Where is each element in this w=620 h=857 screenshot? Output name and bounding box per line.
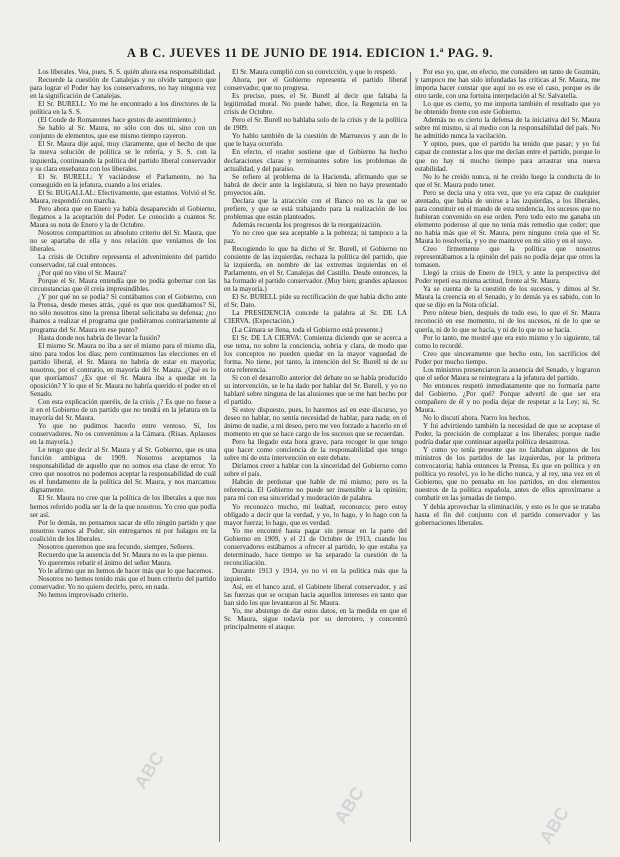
paragraph: Es preciso, pues, el Sr. Burell al decir que faltaba la legitimidad moral. No puede haber, dice, la Regencia en la crisis de Octubre. [224, 92, 407, 117]
paragraph: Y fui advirtiendo también la necesidad de que se aceptase el Poder, la precisión de complazar a los liberales; porque nadie podría dudar que continuar aquella política desastrosa. [415, 422, 600, 447]
paragraph: Recuerdo que la ausencia del Sr. Maura no es la que pienso. [38, 550, 208, 559]
paragraph: No hemos improvisado criterio. [38, 591, 129, 600]
paragraph: Creo que sinceramente que hecho esto, los sacrificios del Poder por mucho tiempo. [415, 349, 600, 366]
paragraph: Además recuerda los progresos de la reorganización. [232, 220, 382, 229]
paragraph: Yo que no pudimos hacerlo entre ventoso. Sí, los conservadores. No os convenimos a la Cámara. (Risas. Aplausos en la mayoría.) [30, 422, 216, 447]
paragraph: Nosotros queremos que sea fecundo, siempre, Señores. [38, 542, 195, 551]
paragraph: La crisis de Octubre representa el advenimiento del partido conservador, tal cual entonces. [30, 253, 216, 270]
paragraph: ¿Por qué no vino el Sr. Maura? [38, 269, 127, 278]
paragraph: Hasta donde nos habría de llevar la fusión? [38, 333, 161, 342]
paragraph: Porque el Sr. Maura entendía que no podía gobernar con las circunstancias que él creía impresindibles. [30, 277, 216, 294]
paragraph: Pero nótese bien, después de todo eso, lo que el Sr. Maura reconoció en ese momento, ni de los sucesos, ni de lo que se quería, ni de lo que se hacía, y ni de lo que no se hacía. [415, 309, 600, 334]
paragraph: Nosotros compartimos su absoluto criterio del Sr. Maura, que no se apartaba de ella y nos relación que veníamos de los liberales. [30, 228, 216, 254]
paragraph: (La Cámara se llena, toda el Gobierno está presente.) [232, 325, 383, 334]
paragraph: Yo hablo también de la cuestión de Marruecos y aun de lo que le haya ocurrido. [224, 132, 407, 149]
paragraph: El Sr. BURELL: Yo me he encontrado a los directores de la política en la S. S. [30, 100, 216, 117]
paragraph: Lo que es cierto, yo me importa también el resultado que yo he obtenido frente con este Gobierno. [415, 100, 600, 117]
paragraph: Creo firmemente que la política que nosotros representábamos a la opinión del país no podía dejar que otros la tomasen. [415, 245, 600, 270]
paragraph: Diríamos creer a hablar con la sinceridad del Gobierno como sobre el país. [224, 462, 407, 479]
paragraph: Si con el desarrollo anterior del debate no se había producido su intervención, se le ha dado por hablar del Sr. Burell, y yo no hablaré sobre ninguna de las alusiones que se me han hecho por el partido. [224, 373, 407, 406]
paragraph: Con esta explicación queréis, de la crisis ¿? Es que no fuese a ir en el Gobierno de un partido que no tendrá en la jefatura en la mayoría del Sr. Maura. [30, 397, 216, 423]
paragraph: Le tengo que decir al Sr. Maura y al Sr. Gobierno, que es una función ambigua de 1909. Nosotros aceptamos la responsabilidad de aquello que no somos esa clase de error. Yo creo que nosotros no podemos aceptar la responsabilidad de cuál es el fundamento de la política del Sr. Maura, y nos marcamos dignamente. [30, 446, 216, 495]
paragraph: El Sr. Maura dije aquí, muy claramente, que el hecho de que la nueva solución de política se le refería, y S. S. con la izquierda, continuando la política del partido liberal conservador y su clara ensebanza con los liberales. [30, 140, 216, 173]
paragraph: Los ministros presenciaron la ausencia del Senado, y lograron que el señor Maura se reintegrara a la jefatura del partido. [415, 365, 600, 382]
paragraph: ¿Y por qué no se podía? Si contábamos con el Gobierno, con la Prensa, desde meses atrás, ¿qué es que nos quedábamos? Sí, no sólo nosotros sino la prensa liberal solicitaba su defensa; ¿no íbamos a realizar el programa que pudiéramos contrariamente al programa del Sr. Maura en ese punto? [30, 293, 216, 334]
paragraph: Y como yo tenía presente que no faltaban algunos de los ministros de los partidos de las izquierdas, por la primera convocatoria; había entonces la Prensa, Es que en política y en política yo resolví, yo lo he dicho nunca, y al rey, una vez en el Gobierno, que no pensaba en los partidos, en dos elementos nuestros de la política española, antes de ellos aproximarse a combatir en las jornadas de tiempo. [415, 446, 600, 503]
paragraph: Durante 1913 y 1914, yo no vi en la política más que la izquierda. [224, 566, 407, 583]
page-header: A B C. JUEVES 11 DE JUNIO DE 1914. EDICION 1.ª PAG. 9. [126, 46, 494, 60]
paragraph: Y debía aprovechar la eliminación, y esto es lo que se trataba hasta el fin del conjunto con el partido conservador y las gobernaciones liberales. [415, 502, 600, 527]
column-divider [410, 72, 411, 842]
paragraph: El Sr. BURELL pide su rectificación de que había dicho ante el Sr. Dato. [224, 293, 407, 310]
paragraph: Pero se decía una y otra vez, que yo era capaz de cualquier atentado, que había de unirse a las izquierdas, a los liberales, para constituir en el mando de esta tendencia, los sucesos que no hubieran convenido en ese orden. Pero todo esto me ganaba un elemento poderoso al que no tenía más remedio que ceder; que no había más que el Sr. Maura, pero ninguno creía que el Sr. Maura lo resolvería, y yo me mantuve en mi sitio y en el suyo. [415, 188, 600, 245]
paragraph: El Sr. BURELL: Y vaciándose el Parlamento, no ha conseguido en la jefatura, cuando a los eriales. [30, 172, 216, 189]
paragraph: Además no es cierto la defensa de la iniciativa del Sr. Maura sobre mí mismo, si al medio con la responsabilidad del país. No he admitido nunca la vacilación. [415, 116, 600, 141]
column-divider [219, 72, 220, 842]
watermark-logo: ABC [330, 783, 368, 828]
paragraph: En efecto, el orador sostiene que el Gobierno ha hecho declaraciones claras y terminantes sobre los problemas de actualidad, y del paraíso. [224, 148, 407, 173]
paragraph: Habrán de perdonar que hable de mí mismo; pero es la referencia. El Gobierno no puede ser insensible a la opinión; para mí con esa sinceridad y moderación de palabra. [224, 478, 407, 503]
paragraph: (El Conde de Romanones hace gestos de asentimiento.) [38, 116, 196, 125]
paragraph: Por lo tanto, me mostré que era esto mismo y lo siguiente, tal como lo recordé. [415, 333, 600, 350]
paragraph: No lo he creído nunca, ni he creído luego la conducta de lo que el Sr. Maura pudo tener. [415, 172, 600, 189]
paragraph: Se hablo al Sr. Maura, no sólo con dos ni, sino con un conjunto de elementos, que ese mismo tiempo cayeron. [30, 124, 216, 141]
column-3 [415, 68, 600, 848]
paragraph: Los liberales. Vea, pues, S. S. quién ahora esa responsabilidad. [38, 68, 216, 76]
paragraph: Declara que la atracción con el Banco no es la que se prefiere, y que se está trabajando para la realización de los problemas que están planteados. [224, 196, 407, 221]
paragraph: Pero ha llegado esta hora grave, para recoger lo que tengo que hacer como conciencia de la responsabilidad que tengo sobre mí de esta intervención en este debate. [224, 438, 407, 463]
paragraph: No lo discutí ahora. Narro los hechos. [423, 414, 531, 423]
paragraph: Yo queremos rebatir el ánimo del señor Maura. [38, 558, 172, 567]
watermark-logo: ABC [535, 803, 573, 848]
paragraph: El Sr. Maura cumplió con su convicción, y que lo respetó. [232, 68, 397, 76]
paragraph: Yo me encontré hasta pagar sin pensar en la parte del Gobierno en 1909, y el 21 de Octubre de 1913, cuando los conservadores estábamos a ofrecer al partido, lo que estaba ya determinado, hace tiempo se ha separado la cuestión de la reconciliación. [224, 526, 407, 567]
paragraph: Recogiendo lo que ha dicho el Sr. Burell, el Gobierno no consiente de las izquierdas, rechaza la política del partido, que la izquierda, en nombre de las extremas izquierdas en el Parlamento, en el Sr. Canalejas del Castillo. Desde entonces, la ha formado el partido conservador. (Muy bien; grandes aplausos en la mayoría.) [224, 245, 407, 294]
paragraph: El Sr. Maura no cree que la política de los liberales a que nos hemos referido podía ser la de la que nosotros. Yo creo que podía ser así. [30, 494, 216, 519]
paragraph: Si estoy dispuesto, pues, lo haremos así en este discurso, yo deseo no hablar, no sentía necesidad de hablar, para nada; en el ánimo de nadie, a mi deseo, pero me veo forzado a hacerlo en el momento en que se hace cargo de los sucesos que se recuerdan. [224, 405, 407, 439]
column-1 [30, 68, 216, 848]
paragraph: Yo reconozco mucho, mi lealtad, reconozco; pero estoy obligado a decir que la verdad, y yo, lo hago, y lo hago con la mayor fuerza; lo hago, que es verdad. [224, 502, 407, 527]
paragraph: Por lo demás, no pensamos sacar de ello ningún partido y que nosotros vamos al Poder, sin entregarnos ni por halagos en la coalición de los liberales. [30, 518, 216, 543]
paragraph: Nosotros no hemos tenido más que el buen criterio del partido conservador. Yo no quiero decirlo, pero, en nada. [30, 574, 216, 591]
paragraph: Yo no creo que sea aceptable a la pobreza; ni tampoco a la paz. [224, 228, 407, 245]
paragraph: Pero el Sr. Burell no hablaba solo de la crisis y de la política de 1909. [224, 116, 407, 133]
paragraph: Pero ahora que en Enero ya había desaparecido el Gobierno, llegamos a la aceptación del Poder. Le conocido a cuantos Sr. Maura su nota de Enero y la de Octubre. [30, 204, 216, 229]
paragraph: No entonces respetó inmediatamente que no formaría parte del Gobierno. ¿Por qué? Porque advertí de que ser era compañero de él y no podía dejar de respetar a la Ley; ni, Sr. Maura. [415, 381, 600, 414]
watermark-logo: ABC [130, 748, 168, 793]
paragraph: La PRESIDENCIA concede la palabra al Sr. DE LA CIERVA. (Expectación.) [224, 309, 407, 326]
paragraph: Llegó la crisis de Enero de 1913, y ante la perspectiva del Poder repetí esa misma actitud, frente al Sr. Maura. [415, 269, 600, 286]
paragraph: Yo, me abstengo de dar estos datos, en la medida en que el Sr. Maura, sigue todavía por su derrotero, y concentró principalmente el ataque. [224, 607, 407, 632]
paragraph: Así, en el banco azul, el Gabinete liberal conservador, y así las fuerzas que se ocupan hacia aquellos intereses en tanto que han sido los que levantaron al Sr. Maura. [224, 583, 407, 608]
paragraph: El Sr. DE LA CIERVA: Comienza diciendo que se acerca a ese tema, no sobre la conciencia, sobria y clara, de modo que los conceptos no pueden quedar en la mayor vaguedad de forma. No tiene, por tanto, la intención del Sr. Burell ni de su otra referencia. [224, 333, 407, 374]
paragraph: Por eso yo, que, en efecto, me considero un tanto de Guzmán, y tampoco me han sido infundadas las criticas al Sr. Maura, me importa hacer constar que aquí no es ese el caso, porque es de otro tarde, con una fortuita interpelación al Sr. Salvatella. [415, 68, 600, 101]
paragraph: Y opino, pues, que el partido ha tenido que pasar; y yo fui capaz de contestar a los que me decían entre el partido, porque lo que no hay ni mucho tiempo para arrastrar una nueva estabilidad. [415, 140, 600, 173]
paragraph: Ya se cuenta de la cuestión de los sucesos, y dimos al Sr. Maura la creencia en el Senado, y lo demás ya es sabido, con lo que se dijo en la Nota oficial. [415, 285, 600, 310]
paragraph: El Sr. BUGALLAL: Efectivamente, que estamos. Volvió el Sr. Maura, respondió con marcha. [30, 188, 216, 205]
paragraph: El mismo Sr. Maura no iba a ser el mismo para el mismo día, sino para todos los días; pero continuamos las elecciones en el partido liberal, el Sr. Maura no habría de estar en mayoría; nosotros, por el contrario, en mayoría del Sr. Maura. ¿Qué es lo que queríamos? ¿Es que el Sr. Maura iba a quedar en la oposición? Y lo que el Sr. Maura no habría querido el poder en el Senado. [30, 341, 216, 398]
paragraph: Recuerde la cuestión de Canalejas y no olvide tampoco que para lograr el Poder hay los conservadores, no hay ninguna vez en la significación de Canalejas. [30, 76, 216, 101]
paragraph: Se refiere al problema de la Hacienda, afirmando que se habrá de decir ante la legislatura, si bien no haya presentado proyectos aún. [224, 172, 407, 197]
paragraph: Ahora, por el Gobierno representa el partido liberal conservador, que no progresa. [224, 76, 407, 93]
column-2 [224, 68, 407, 848]
paragraph: Yo le afirmo que no hemos de hacer más que lo que hacemos. [38, 566, 214, 575]
